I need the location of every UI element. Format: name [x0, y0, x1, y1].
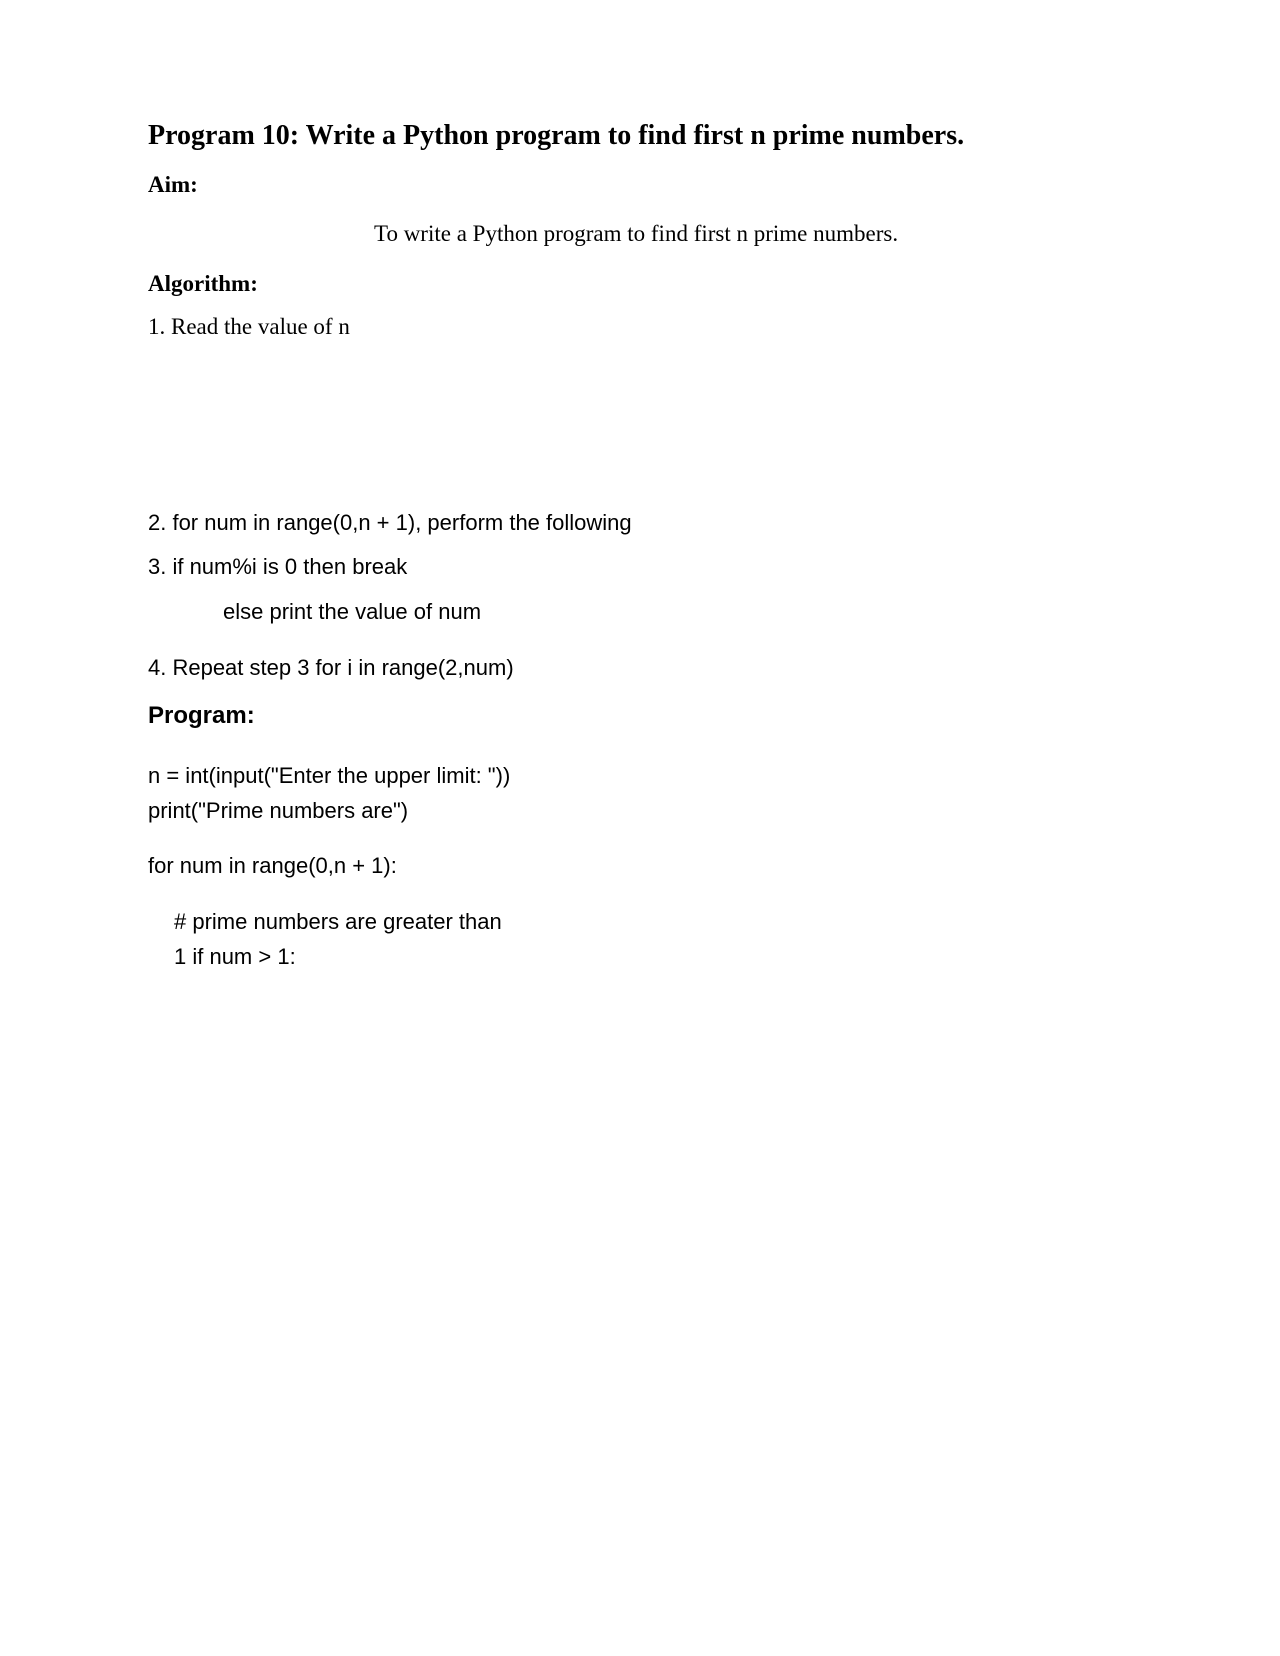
program-title: Program 10: Write a Python program to find first n prime numbers. [148, 120, 965, 151]
aim-heading: Aim: [148, 172, 198, 197]
code-line-2: print("Prime numbers are") [148, 798, 409, 823]
program-heading: Program: [148, 702, 255, 729]
algorithm-heading: Algorithm: [148, 271, 258, 296]
code-line-5: 1 if num > 1: [174, 944, 296, 969]
algorithm-step-2: 2. for num in range(0,n + 1), perform the following [148, 510, 632, 535]
algorithm-step-1: 1. Read the value of n [148, 314, 350, 339]
code-line-3: for num in range(0,n + 1): [148, 853, 397, 878]
code-line-1: n = int(input("Enter the upper limit: ")) [148, 763, 511, 788]
algorithm-step-4: 4. Repeat step 3 for i in range(2,num) [148, 655, 514, 680]
aim-text: To write a Python program to find first n prime numbers. [374, 221, 899, 246]
algorithm-step-3: 3. if num%i is 0 then break [148, 554, 408, 579]
algorithm-step-3-else: else print the value of num [223, 599, 482, 624]
code-comment-line: # prime numbers are greater than [174, 909, 502, 934]
